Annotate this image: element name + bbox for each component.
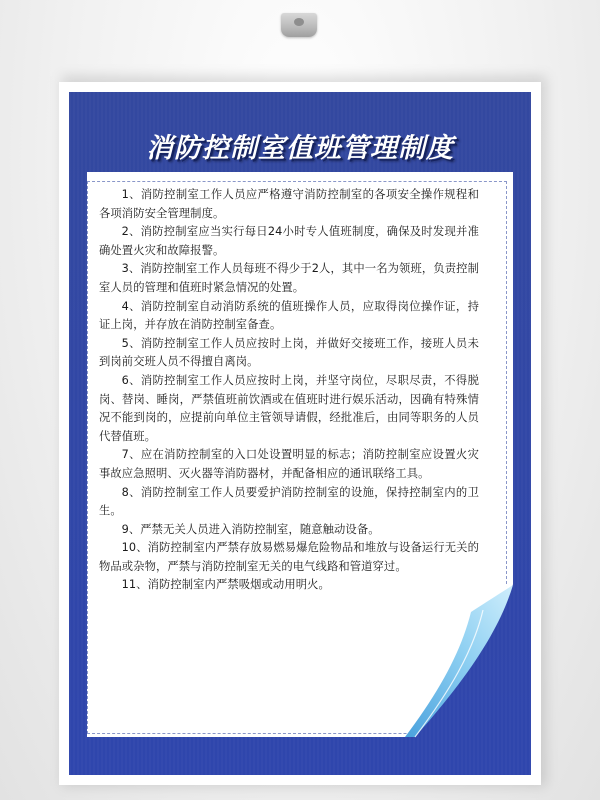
rule-item: 9、严禁无关人员进入消防控制室，随意触动设备。 [121,522,380,536]
rule-item: 8、消防控制室工作人员要爱护消防控制室的设施，保持控制室内的卫生。 [99,485,479,518]
rules-list [99,186,479,595]
rule-item: 4、消防控制室自动消防系统的值班操作人员，应取得岗位操作证，持证上岗，并存放在消防控制室备查。 [99,299,479,332]
rule-item: 3、消防控制室工作人员每班不得少于2人，其中一名为领班，负责控制室人员的管理和值班时紧急情况的处置。 [99,262,479,294]
rule-item: 5、消防控制室工作人员应按时上岗，并做好交接班工作，接班人员未到岗前交班人员不得擅自离岗。 [99,336,479,369]
rule-item: 7、应在消防控制室的入口处设置明显的标志；消防控制室应设置火灾事故应急照明、灭火器等消防器材，并配备相应的通讯联络工具。 [99,448,479,480]
rule-item: 6、消防控制室工作人员应按时上岗，并坚守岗位，尽职尽责，不得脱岗、替岗、睡岗，严禁值班前饮酒或在值班时进行娱乐活动，因确有特殊情况不能到岗的，应提前向单位主管领导请假，经批准后，由同等职务的人员代替值班。 [99,373,479,443]
rule-item: 10、消防控制室内严禁存放易燃易爆危险物品和堆放与设备运行无关的物品或杂物，严禁与消防控制室无关的电气线路和管道穿过。 [99,541,479,573]
rule-item: 11、消防控制室内严禁吸烟或动用明火。 [121,578,330,592]
rule-item: 2、消防控制室应当实行每日24小时专人值班制度，确保及时发现并准确处置火灾和故障报警。 [99,225,479,257]
poster-title: 消防控制室值班管理制度 [146,133,454,164]
hanging-hook [281,13,317,37]
rule-item: 1、消防控制室工作人员应严格遵守消防控制室的各项安全操作规程和各项消防安全管理制度。 [99,188,479,220]
poster [59,82,541,785]
